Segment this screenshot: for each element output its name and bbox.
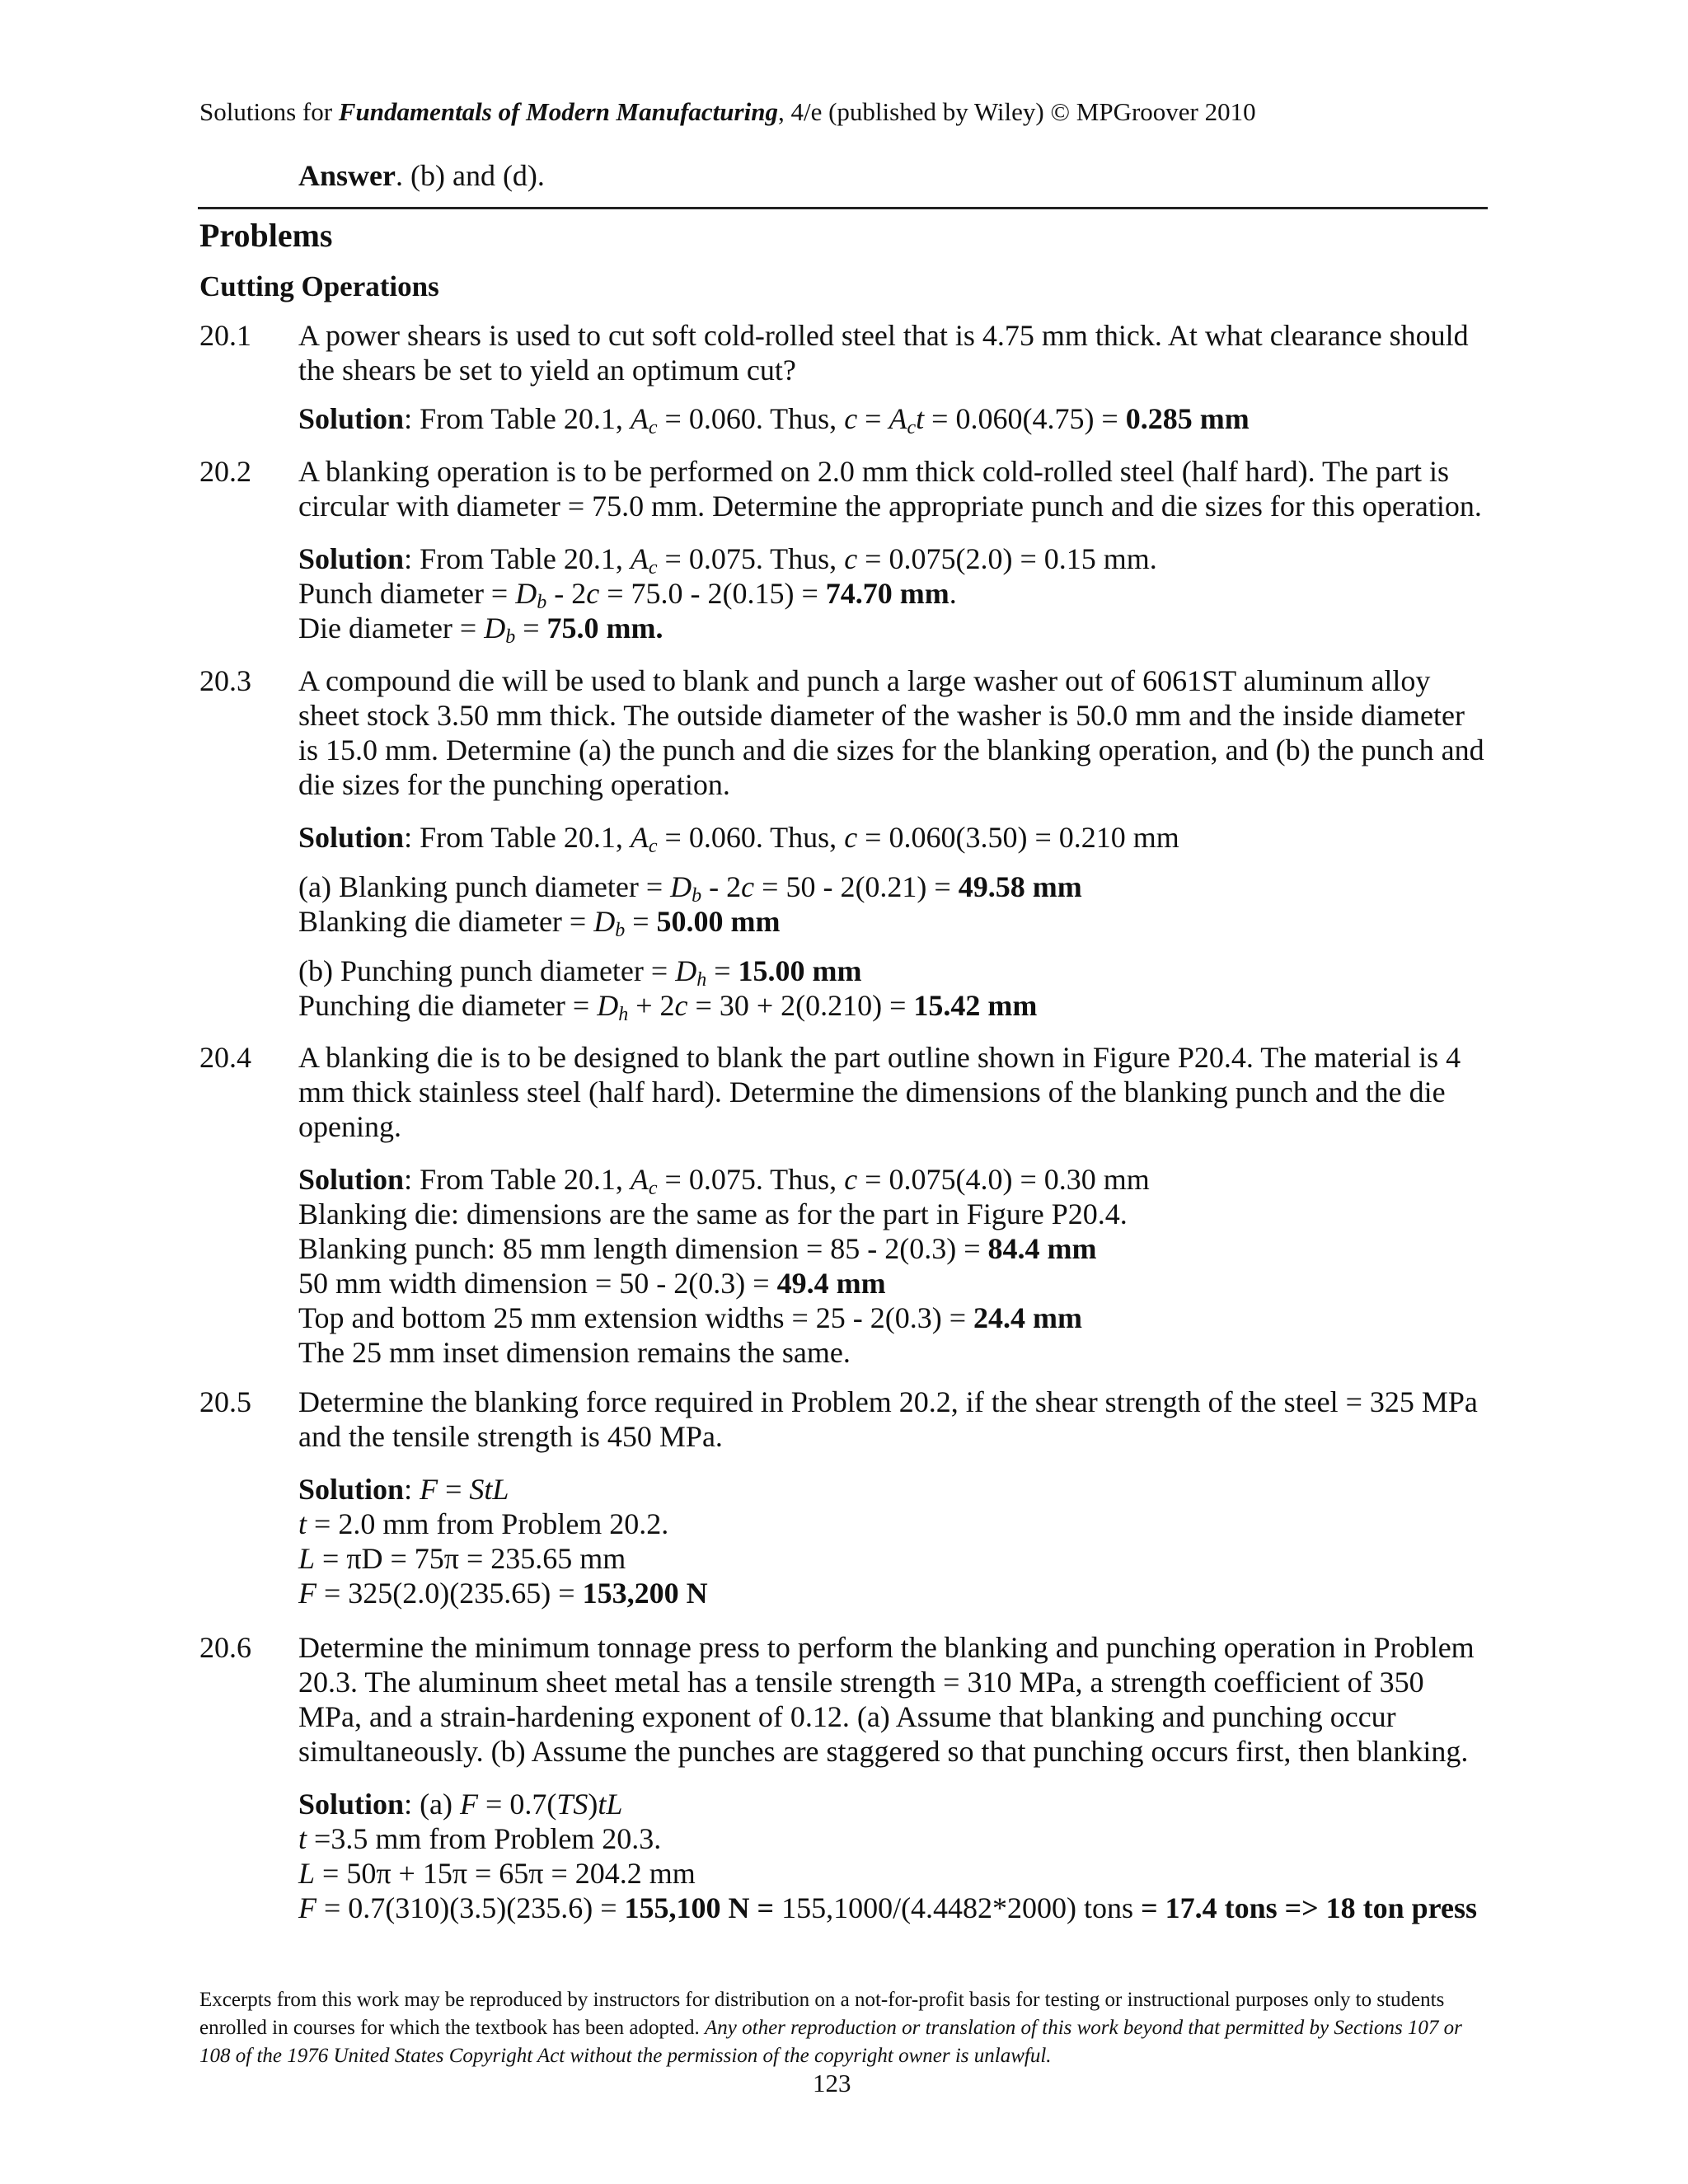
header-suffix: , 4/e (published by Wiley) © MPGroover 2010 xyxy=(777,97,1256,126)
section-rule xyxy=(198,207,1488,209)
answer-line: Answer. (b) and (d). xyxy=(298,159,545,192)
problem-number: 20.4 xyxy=(199,1041,251,1074)
solution: Solution: From Table 20.1, $A_c = 0.060$. Thus, $c = A_ct = 0.060(4.75) = 0.285$ mm xyxy=(298,402,1250,438)
problem-number: 20.1 xyxy=(199,319,251,352)
problem-statement: A blanking die is to be designed to blank the part outline shown in Figure P20.4. The material is 4 mm thick stainless steel (half hard). Determine the dimensions of the blanking punch and the die opening. xyxy=(298,1041,1461,1143)
subsection-heading: Cutting Operations xyxy=(199,270,439,302)
problem-number: 20.3 xyxy=(199,664,251,697)
running-header xyxy=(199,97,1256,127)
copyright-footer: Excerpts from this work may be reproduced by instructors for distribution on a not-for-profit basis for testing or instructional purposes only to students enrolled in courses for which the textbook has been adopted. Any other reproduction or translation of this work beyond that permitted by Sections 107 or 108 of the 1976 United States Copyright Act without the permission of the copyright owner is unlawful. xyxy=(199,1989,1462,2067)
solution: Solution: (a) F = 0.7(TS)tL t =3.5 mm from Problem 20.3. L = 50π + 15π = 65π = 204.2 mm F = 0.7(310)(3.5)(235.6) = 155,100 N = 155,1000/(4.4482*2000) tons = 17.4 tons => 18 ton press xyxy=(298,1788,1477,1924)
problem-number: 20.6 xyxy=(199,1631,251,1664)
header-book-title: Fundamentals of Modern Manufacturing xyxy=(338,97,778,126)
page-number: 123 xyxy=(813,2069,851,2097)
problem-statement: A compound die will be used to blank and punch a large washer out of 6061ST aluminum alloy sheet stock 3.50 mm thick. The outside diameter of the washer is 50.0 mm and the inside diameter is 15.0 mm. Determine (a) the punch and die sizes for the blanking operation, and (b) the punch and die sizes for the punching operation. xyxy=(298,664,1484,801)
solution: Solution: From Table 20.1, $A_c = 0.075$. Thus, c = 0.075(2.0) = 0.15 mm. Punch diameter = $D_b - 2c = 75.0 - 2(0.15) = 74.70$ mm. Die diameter = $D_b = 75.0$ mm. xyxy=(298,542,1157,648)
problem-number: 20.5 xyxy=(199,1385,251,1418)
solution: Solution: From Table 20.1, $A_c = 0.075$. Thus, c = 0.075(4.0) = 0.30 mm Blanking die: dimensions are the same as for the part in Figure P20.4. Blanking punch: 85 mm length dimension = 85 - 2(0.3) = 84.4 mm 50 mm width dimension = 50 - 2(0.3) = 49.4 mm Top and bottom 25 mm extension widths = 25 - 2(0.3) = 24.4 mm The 25 mm inset dimension remains the same. xyxy=(298,1163,1150,1369)
problem-statement: Determine the minimum tonnage press to perform the blanking and punching operation in Problem 20.3. The aluminum sheet metal has a tensile strength = 310 MPa, a strength coefficient of 350 MPa, and a strain-hardening exponent of 0.12. (a) Assume that blanking and punching occur simultaneously. (b) Assume the punches are staggered so that punching occurs first, then blanking. xyxy=(298,1631,1475,1768)
problem-statement: Determine the blanking force required in Problem 20.2, if the shear strength of the steel = 325 MPa and the tensile strength is 450 MPa. xyxy=(298,1385,1478,1453)
solution: Solution: From Table 20.1, $A_c = 0.060$. Thus, c = 0.060(3.50) = 0.210 mm (a) Blanking punch diameter = $D_b - 2c = 50 - 2(0.21) = 49.58$ mm Blanking die diameter = $D_b = 50.00$ mm (b) Punching punch diameter = $D_h = 15.00$ mm Punching die diameter = $D_h + 2c = 30 + 2(0.210) = 15.42$ mm xyxy=(298,821,1179,1025)
problem-statement: A blanking operation is to be performed on 2.0 mm thick cold-rolled steel (half hard). The part is circular with diameter = 75.0 mm. Determine the appropriate punch and die sizes for this operation. xyxy=(298,455,1482,523)
section-heading: Problems xyxy=(199,217,333,254)
header-prefix: Solutions for xyxy=(199,97,339,126)
solution: Solution: F = StL t = 2.0 mm from Problem 20.2. L = πD = 75π = 235.65 mm F = 325(2.0)(235.65) = 153,200 N xyxy=(298,1473,708,1610)
problem-number: 20.2 xyxy=(199,455,251,488)
problem-statement: A power shears is used to cut soft cold-rolled steel that is 4.75 mm thick. At what clearance should the shears be set to yield an optimum cut? xyxy=(298,319,1469,387)
